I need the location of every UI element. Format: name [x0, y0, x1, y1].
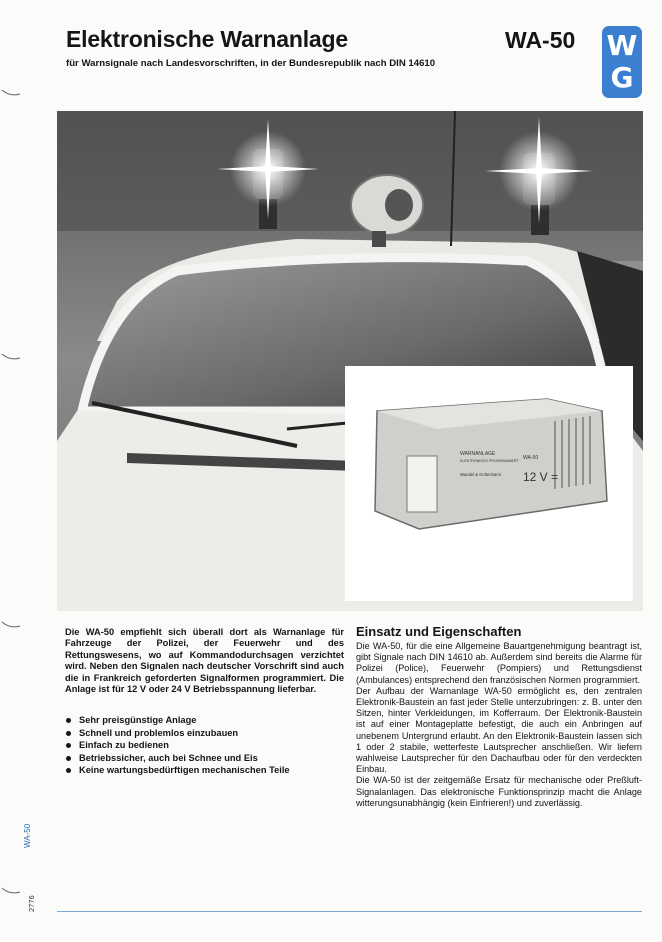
device-model: WA-50	[523, 455, 539, 461]
car-photo-illustration	[57, 111, 643, 611]
punch-hole-mark	[0, 620, 22, 630]
paragraph: Die WA-50, für die eine Allgemeine Bauartgenehmigung beantragt ist, gibt Signale nach DIN 14610 ab. Außerdem sind bereits die Alarme für Polizei (Police), Feuerwehr (Pompiers) und Rettungsdienst (Ambulances) entsprechend den französischen Normen programmiert.	[356, 641, 642, 685]
punch-hole-mark	[0, 886, 22, 896]
punch-hole-mark	[0, 352, 22, 362]
section-body	[356, 641, 642, 809]
intro-text: Die WA-50 empfiehlt sich überall dort als Warnanlage für Fahrzeuge der Polizei, der Feuerwehr und des Rettungswesens, wo auf Kommandodurchsagen verzichtet wird. Neben den Signalen nach deutscher Vorschrift sind auch die in Frankreich geforderten Signalformen programmiert. Die Anlage ist für 12 V oder 24 V Betriebsspannung lieferbar.	[65, 627, 344, 695]
logo-letter-g: G	[610, 61, 634, 94]
subtitle: für Warnsignale nach Landesvorschriften, in der Bundesrepublik nach DIN 14610	[66, 58, 436, 69]
list-item: Sehr preisgünstige Anlage	[65, 714, 290, 727]
paragraph: Der Aufbau der Warnanlage WA-50 ermöglicht es, den zentralen Elektronik-Baustein an fast jeder Stelle unterzubringen: z. B. unter den Sitzen, hinter Verkleidungen, im Kofferraum. Der Elektronik-Baustein ist auf einer Montageplatte befestigt, die auch ein Anbringen auf unebenem Untergrund erlaubt. An den Elektronik-Baustein lassen sich 1 oder 2 stabile, wetterfeste Lautsprecher anschließen. Wir liefern wahlweise Lautsprecher für den Dachaufbau oder für den verdeckten Einbau.	[356, 685, 642, 775]
device-voltage: 12 V =	[523, 470, 559, 484]
feature-list	[65, 714, 290, 777]
list-item: Keine wartungsbedürftigen mechanischen Teile	[65, 764, 290, 777]
device-label-top: WARNANLAGE	[460, 451, 496, 457]
list-item: Einfach zu bedienen	[65, 739, 290, 752]
wg-logo	[602, 26, 642, 98]
section-heading: Einsatz und Eigenschaften	[356, 624, 522, 639]
paragraph: Die WA-50 ist der zeitgemäße Ersatz für mechanische oder Preßluft-Signalanlagen. Das elektronische Funktionsprinzip macht die Anlage witterungsunabhängig (kein Einfrieren!) und zuverlässig.	[356, 775, 642, 808]
bottom-rule	[57, 911, 642, 912]
document-code: 2776	[27, 895, 36, 912]
page-title: Elektronische Warnanlage	[66, 26, 348, 52]
product-photo	[57, 111, 643, 611]
list-item: Schnell und problemlos einzubauen	[65, 727, 290, 740]
model-number: WA-50	[505, 27, 576, 53]
logo-letter-w: W	[606, 29, 638, 62]
punch-hole-mark	[0, 88, 22, 98]
device-label-mid: ELEKTRONISCH PROGRAMMIERT	[460, 459, 519, 463]
list-item: Betriebssicher, auch bei Schnee und Eis	[65, 752, 290, 765]
device-brand: Wandel & Goltermann	[460, 472, 502, 477]
side-label: WA-50	[23, 823, 32, 848]
